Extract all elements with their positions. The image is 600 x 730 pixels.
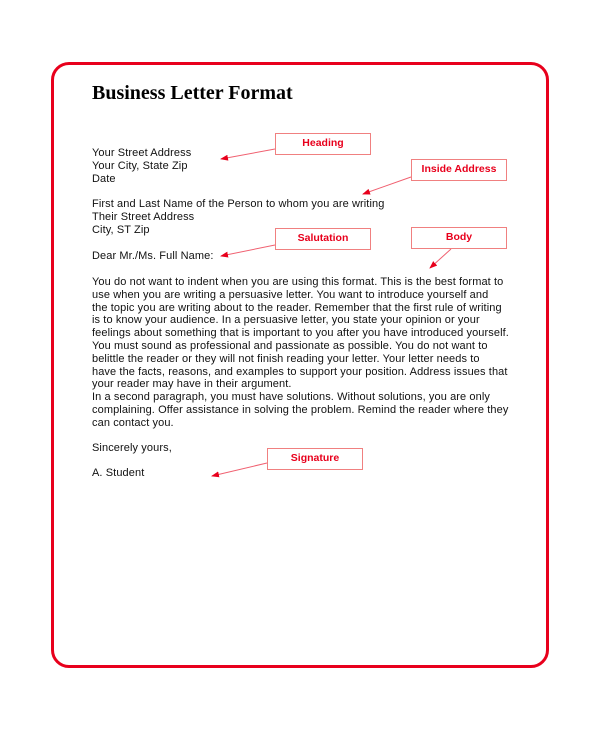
body-line: belittle the reader or they will not finish reading your letter. Your letter needs to bbox=[92, 353, 480, 365]
body-line: In a second paragraph, you must have solutions. Without solutions, you are only bbox=[92, 391, 491, 403]
inside-address-line: First and Last Name of the Person to whom you are writing bbox=[92, 198, 385, 210]
document-title: Business Letter Format bbox=[92, 82, 293, 104]
inside-address-arrow bbox=[363, 177, 411, 194]
signature-arrow bbox=[212, 463, 267, 476]
body-line: use when you are writing a persuasive letter. You want to introduce yourself and bbox=[92, 289, 489, 301]
body-line: your reader may have in their argument. bbox=[92, 378, 292, 390]
signature-label: Signature bbox=[267, 448, 363, 470]
signature-text: A. Student bbox=[92, 467, 145, 479]
body-line: feelings about something that is important to you after you have introduced yourself. bbox=[92, 327, 509, 339]
body-line: You do not want to indent when you are using this format. This is the best format to bbox=[92, 276, 504, 288]
inside-address-line: City, ST Zip bbox=[92, 224, 150, 236]
body-line: the topic you are writing about to the reader. Remember that the first rule of writing bbox=[92, 302, 502, 314]
body-label: Body bbox=[411, 227, 507, 249]
heading-line: Your Street Address bbox=[92, 147, 192, 159]
body-arrow bbox=[430, 249, 451, 268]
heading-label: Heading bbox=[275, 133, 371, 155]
inside-address-label: Inside Address bbox=[411, 159, 507, 181]
salutation-text: Dear Mr./Ms. Full Name: bbox=[92, 250, 214, 262]
closing-text: Sincerely yours, bbox=[92, 442, 172, 454]
heading-arrow bbox=[221, 149, 275, 159]
inside-address-line: Their Street Address bbox=[92, 211, 195, 223]
heading-line: Date bbox=[92, 173, 116, 185]
salutation-arrow bbox=[221, 245, 275, 256]
body-line: can contact you. bbox=[92, 417, 174, 429]
salutation-label: Salutation bbox=[275, 228, 371, 250]
heading-line: Your City, State Zip bbox=[92, 160, 188, 172]
body-line: complaining. Offer assistance in solving the problem. Remind the reader where they bbox=[92, 404, 509, 416]
body-line: is to know your audience. In a persuasive letter, you state your opinion or your bbox=[92, 314, 480, 326]
body-line: have the facts, reasons, and examples to support your position. Address issues that bbox=[92, 366, 508, 378]
body-line: You must sound as professional and passionate as possible. You do not want to bbox=[92, 340, 488, 352]
